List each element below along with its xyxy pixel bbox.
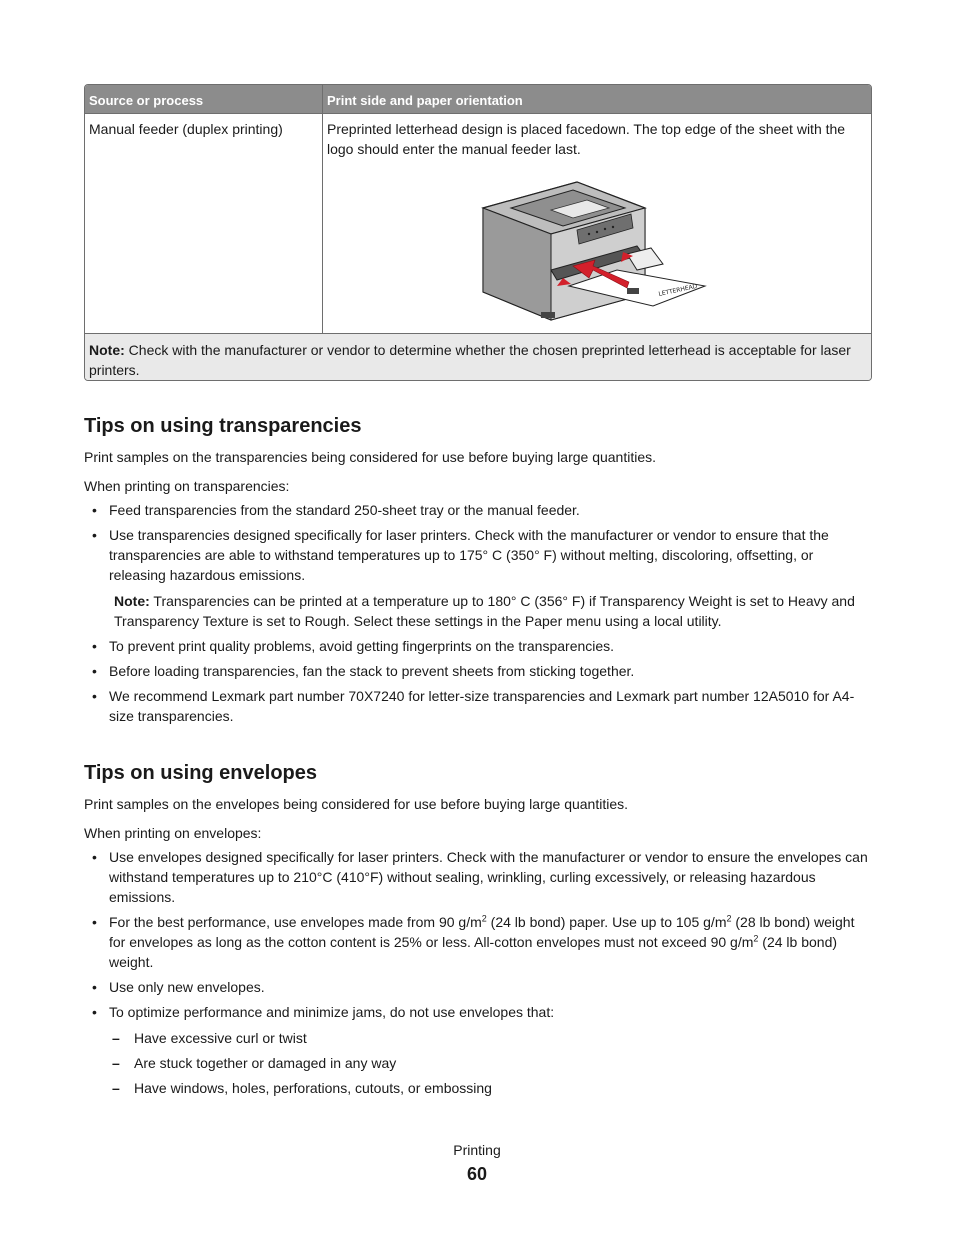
list-item [84,686,870,726]
dash-glyph: – [112,1080,120,1096]
list-item [84,847,870,907]
list-item [84,1053,870,1073]
transparencies-list [84,500,870,726]
bullet-glyph: • [92,688,97,704]
list-item-text: Use envelopes designed specifically for laser printers. Check with the manufacturer or vendor to ensure the envelopes can withstand temperatures up to 210°C (410°F) without sealing, wrinkling, curling excessively, or releasing hazardous emissions. [109,849,868,905]
cell-orientation [323,114,871,333]
printer-illustration [477,174,709,322]
list-item-text: Use transparencies designed specifically for laser printers. Check with the manufacturer or vendor to ensure that the transparencies are able to withstand temperatures up to 175° C (350° F) without melting, discoloring, offsetting, or releasing hazardous emissions. [109,527,829,583]
page-number: 60 [466,1164,488,1184]
list-item-text: Feed transparencies from the standard 250-sheet tray or the manual feeder. [109,502,580,518]
dash-glyph: – [112,1030,120,1046]
list-item [84,1028,870,1048]
list-item [84,636,870,656]
list-item [84,661,870,681]
bullet-glyph: • [92,914,97,930]
note-label: Note: [114,593,150,609]
list-item-text: For the best performance, use envelopes made from 90 $g/m^2$ (24 lb bond) paper. Use up to 105 $g/m^2$ (28 lb bond) weight for envelopes as long as the cotton content is 25% or less. All-cotton envelopes must not exceed 90 $g/m^2$ (24 lb bond) weight. [109,913,855,970]
letterhead-label: LETTERHEAD [657,282,698,298]
bullet-glyph: • [92,979,97,995]
transparencies-heading: Tips on using transparencies [84,415,362,437]
list-item-text: Have excessive curl or twist [134,1030,307,1046]
cell-source: Manual feeder (duplex printing) [85,114,323,333]
page-content [84,84,870,1103]
footer-section-label: Printing [453,1142,501,1158]
envelopes-list [84,847,870,1098]
transparencies-lead: When printing on transparencies: [84,478,290,494]
header-source: Source or process [85,85,323,113]
bullet-glyph: • [92,1004,97,1020]
bullet-glyph: • [92,663,97,679]
envelopes-intro: Print samples on the envelopes being considered for use before buying large quantities. [84,796,629,812]
bullet-glyph: • [92,502,97,518]
list-item [84,977,870,997]
list-item [84,500,870,520]
bullet-glyph: • [92,638,97,654]
list-item-text: To optimize performance and minimize jams, do not use envelopes that: [109,1004,555,1020]
list-item-text: Have windows, holes, perforations, cutouts, or embossing [134,1080,492,1096]
list-item-text: To prevent print quality problems, avoid getting fingerprints on the transparencies. [109,638,615,654]
envelopes-heading: Tips on using envelopes [84,762,318,784]
bullet-glyph: • [92,849,97,865]
list-item [84,1002,870,1098]
list-item-text: Are stuck together or damaged in any way [134,1055,397,1071]
envelopes-lead: When printing on envelopes: [84,825,262,841]
list-item [84,525,870,631]
note-text: Transparencies can be printed at a temperature up to 180° C (356° F) if Transparency Weight is set to Heavy and Transparency Texture is set to Rough. Select these settings in the Paper menu using a local utility. [114,593,855,629]
page-footer [0,1140,954,1184]
table-header [85,85,871,113]
orientation-table [84,84,872,381]
header-orientation: Print side and paper orientation [327,93,523,108]
list-item [84,912,870,972]
envelope-avoid-list [84,1028,870,1098]
list-item-text: Before loading transparencies, fan the stack to prevent sheets from sticking together. [109,663,635,679]
transparency-note [84,591,870,631]
transparencies-intro: Print samples on the transparencies being considered for use before buying large quantities. [84,449,657,465]
note-label: Note: [89,342,125,358]
cell-orientation-text: Preprinted letterhead design is placed facedown. The top edge of the sheet with the logo should enter the manual feeder last. [327,121,846,157]
bullet-glyph: • [92,527,97,543]
table-note [85,333,871,380]
list-item-text: We recommend Lexmark part number 70X7240 for letter-size transparencies and Lexmark part number 12A5010 for A4-size transparencies. [109,688,855,724]
list-item-text: Use only new envelopes. [109,979,265,995]
list-item [84,1078,870,1098]
note-text: Check with the manufacturer or vendor to determine whether the chosen preprinted letterhead is acceptable for laser printers. [89,342,851,378]
dash-glyph: – [112,1055,120,1071]
table-row [85,113,871,333]
